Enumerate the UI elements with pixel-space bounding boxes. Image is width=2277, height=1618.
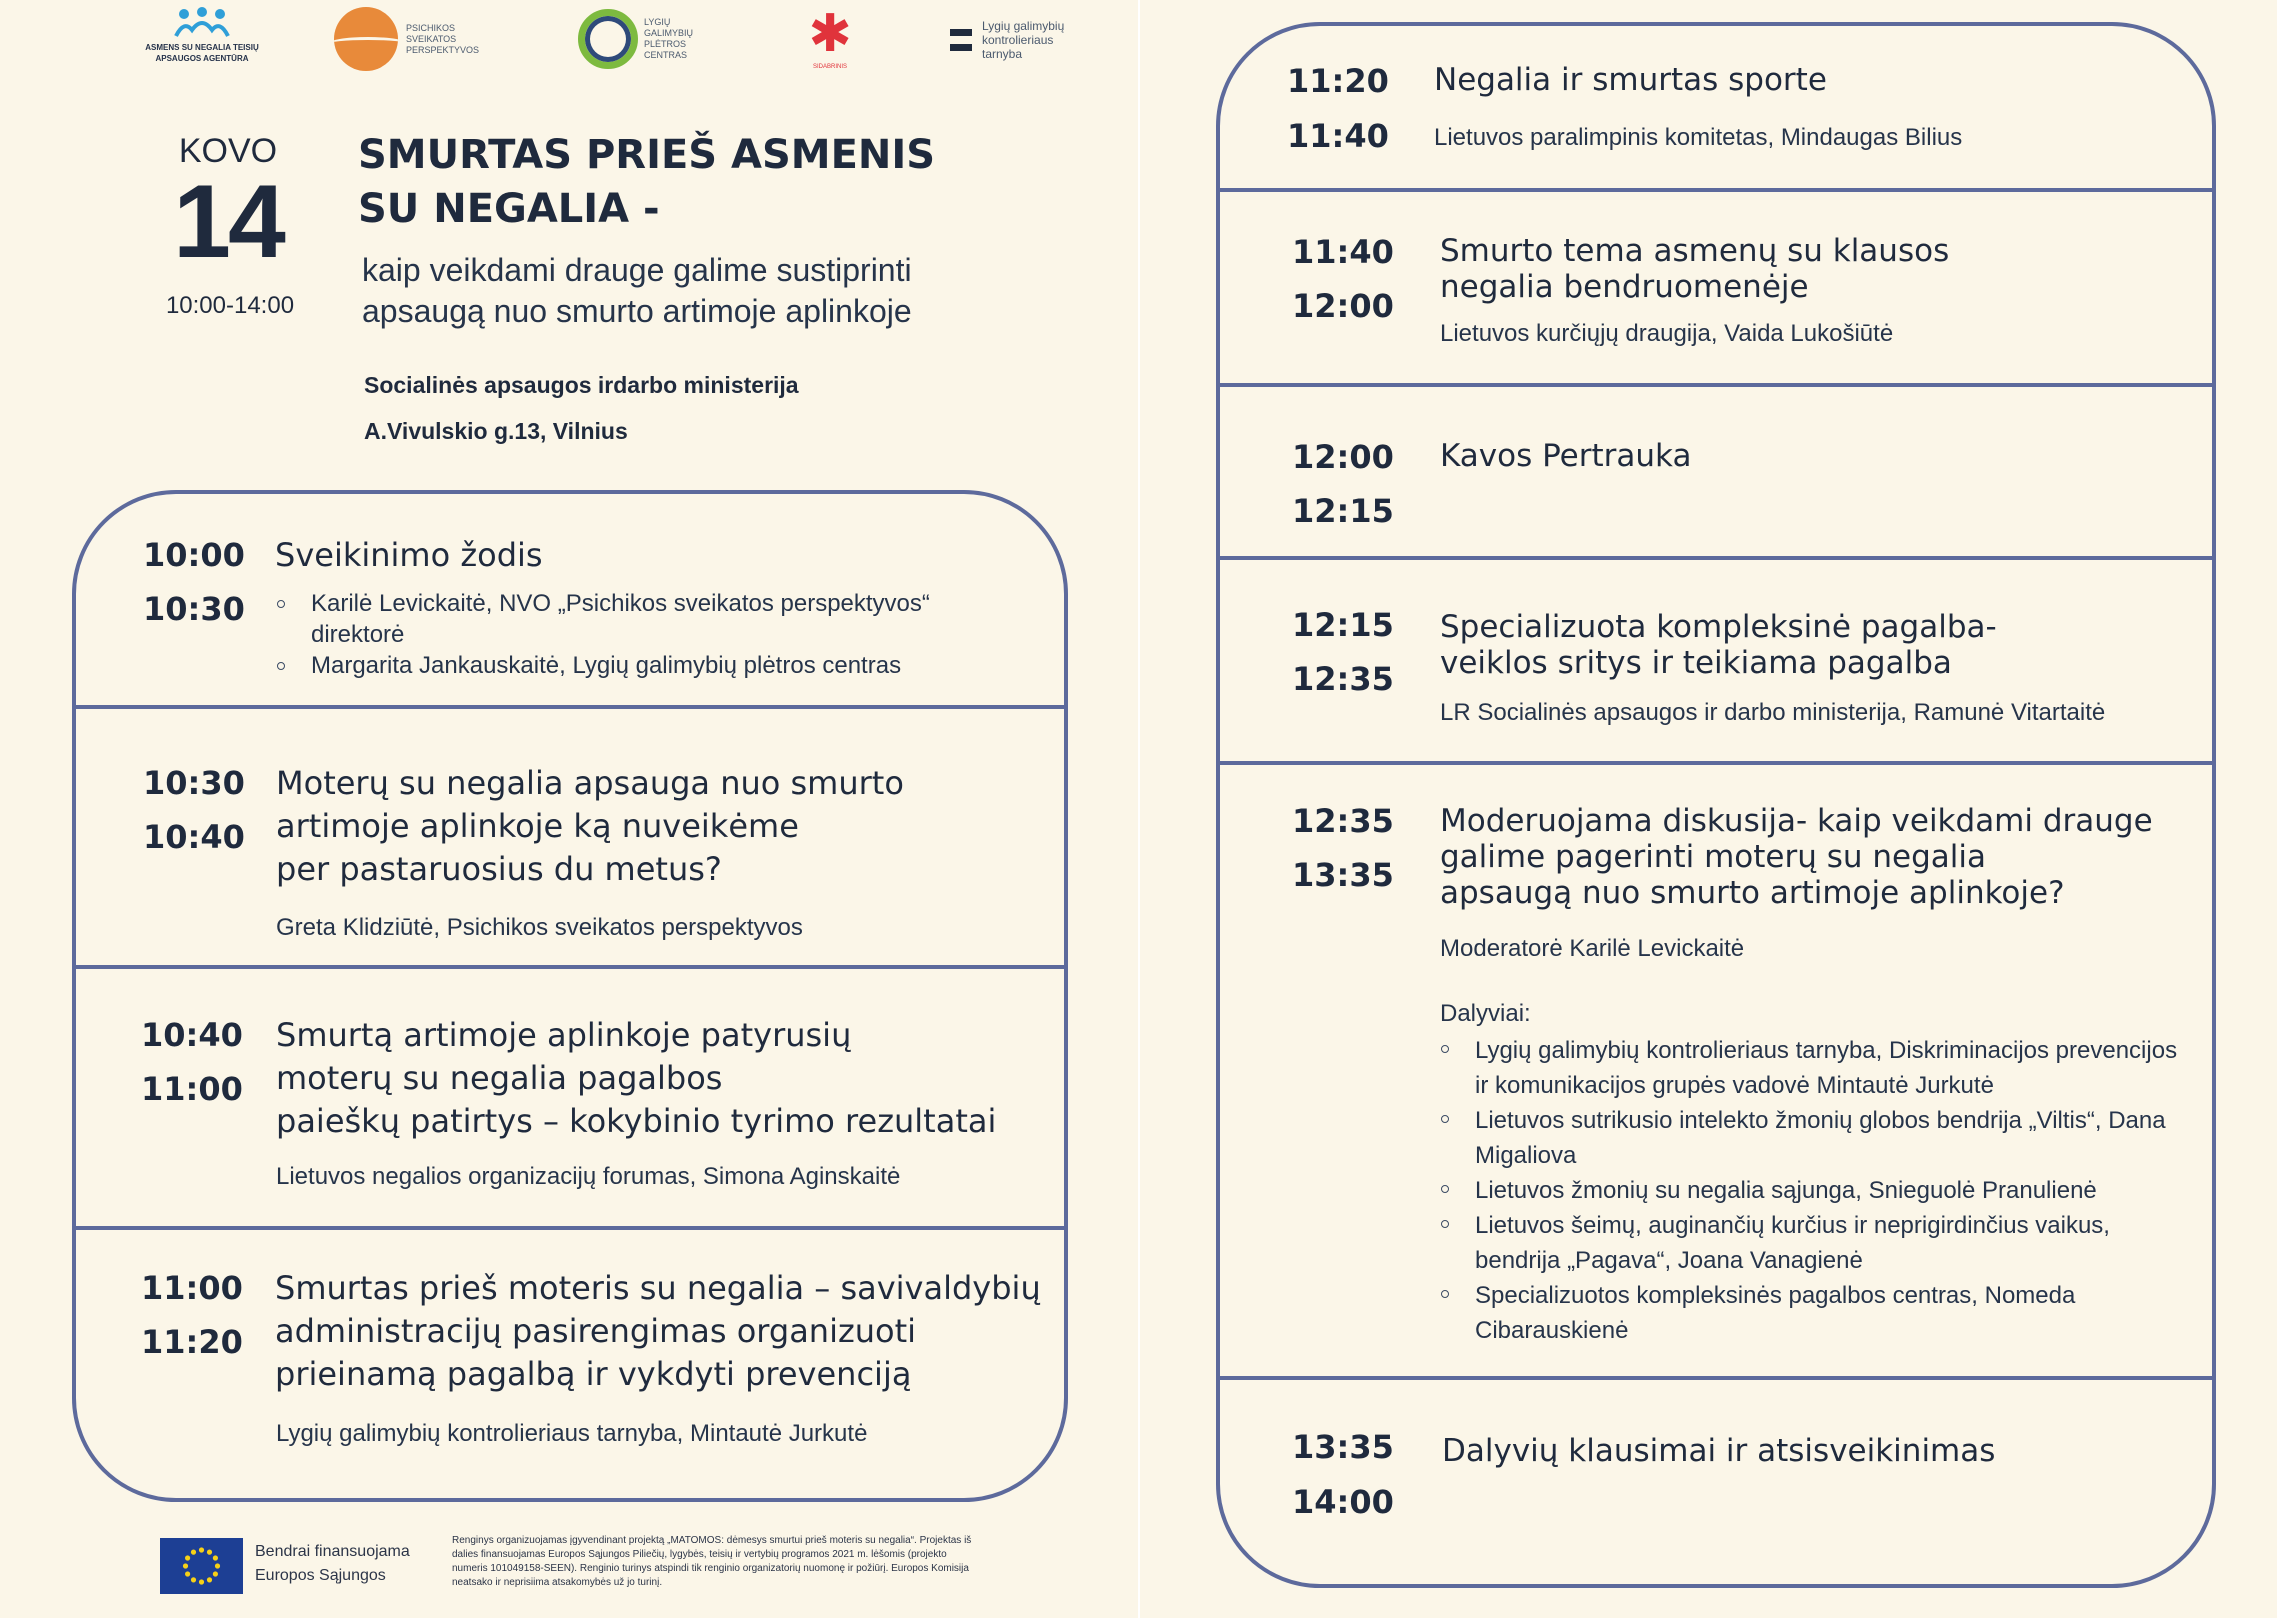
divider	[76, 1226, 1064, 1230]
eu-cofunded-label: Bendrai finansuojama Europos Sąjungos	[255, 1543, 410, 1584]
session-title: Smurtas prieš moteris su negalia – savivaldybių administracijų pasirengimas organizuoti prieinamą pagalbą ir vykdyti prevenciją	[275, 1269, 1041, 1393]
divider	[1220, 761, 2212, 765]
session-speaker: LR Socialinės apsaugos ir darbo ministerija, Ramunė Vitartaitė	[1440, 699, 2106, 726]
participants-label: Dalyviai:	[1440, 1000, 1531, 1027]
star-icon: ✱	[808, 4, 852, 64]
funding-note: Renginys organizuojamas įgyvendinant projektą „MATOMOS: dėmesys smurtui prieš moteris su negalia“. Projektas iš dalies finansuojamas Europos Sąjungos Piliečių, lygybės, teisių ir vertybių programos 2021 m. lėšomis (projekto numeris 101049158-SEEN). Renginio turinys atspindi tik renginio organizatorių nuomonę ir požiūrį. Europos Komisija neatsako ir neprisiima atsakomybės už jo turinį.	[452, 1535, 972, 1588]
session-end: 10:30	[143, 590, 245, 628]
speaker-item: Karilė Levickaitė, NVO „Psichikos sveikatos perspektyvos“ direktorė	[275, 588, 1015, 650]
psichikos-logo-text: PSICHIKOS SVEIKATOS PERSPEKTYVOS	[406, 22, 480, 55]
psichikos-logo	[334, 6, 504, 72]
session-title: Smurtą artimoje aplinkoje patyrusių moterų su negalia pagalbos paieškų patirtys – kokybinio tyrimo rezultatai	[276, 1016, 997, 1140]
speaker-item: Margarita Jankauskaitė, Lygių galimybių plėtros centras	[275, 650, 1015, 681]
participant-item: Lygių galimybių kontrolieriaus tarnyba, Diskriminacijos prevencijos ir komunikacijos grupės vadovė Mintautė Jurkutė	[1439, 1033, 2179, 1103]
eu-flag	[160, 1538, 243, 1594]
session-title: Sveikinimo žodis	[275, 536, 543, 574]
session-moderator: Moderatorė Karilė Levickaitė	[1440, 935, 1745, 962]
sidabrinis-logo	[790, 6, 870, 80]
session-speaker: Lietuvos kurčiųjų draugija, Vaida Lukošiūtė	[1440, 320, 1894, 347]
venue: Socialinės apsaugos irdarbo ministerija	[364, 372, 799, 398]
participant-item: Lietuvos sutrikusio intelekto žmonių globos bendrija „Viltis“, Dana Migaliova	[1439, 1103, 2179, 1173]
session-start: 10:30	[143, 764, 245, 802]
session-start: 10:40	[141, 1016, 243, 1054]
session-speaker: Lietuvos negalios organizacijų forumas, Simona Aginskaitė	[276, 1163, 901, 1190]
date-day: 14	[173, 164, 283, 280]
session-title: Smurto tema asmenų su klausos negalia bendruomenėje	[1440, 233, 1950, 305]
session-start: 10:00	[143, 536, 245, 574]
participant-item: Lietuvos žmonių su negalia sąjunga, Snieguolė Pranulienė	[1439, 1173, 2179, 1208]
session-end: 14:00	[1292, 1483, 1394, 1521]
session-end: 11:40	[1287, 117, 1389, 155]
session-end: 13:35	[1292, 856, 1394, 894]
session-title: Negalia ir smurtas sporte	[1434, 62, 1827, 98]
agency-logo-text: ASMENS SU NEGALIA TEISIŲ APSAUGOS AGENTŪRA	[145, 43, 259, 63]
session-speakers	[275, 588, 1015, 681]
session-end: 11:00	[141, 1070, 243, 1108]
participant-item: Lietuvos šeimų, auginančių kurčius ir neprigirdinčius vaikus, bendrija „Pagava“, Joana Vanagienė	[1439, 1208, 2179, 1278]
session-speaker: Greta Klidziūtė, Psichikos sveikatos perspektyvos	[276, 914, 803, 941]
session-start: 11:00	[141, 1269, 243, 1307]
people-icon	[172, 6, 232, 40]
divider	[1220, 556, 2212, 560]
ring-icon	[578, 9, 638, 69]
session-start: 13:35	[1292, 1428, 1394, 1466]
session-start: 12:35	[1292, 802, 1394, 840]
session-title: Kavos Pertrauka	[1440, 438, 1692, 474]
session-start: 11:40	[1292, 233, 1394, 271]
session-start: 12:00	[1292, 438, 1394, 476]
session-end: 10:40	[143, 818, 245, 856]
session-start: 11:20	[1287, 62, 1389, 100]
equals-icon	[950, 29, 972, 51]
session-title: Specializuota kompleksinė pagalba- veiklos sritys ir teikiama pagalba	[1440, 609, 1997, 681]
eu-stars-icon	[160, 1538, 243, 1594]
session-speaker: Lietuvos paralimpinis komitetas, Mindaugas Bilius	[1434, 124, 1963, 151]
divider	[1220, 1376, 2212, 1380]
address: A.Vivulskio g.13, Vilnius	[364, 418, 628, 444]
orange-circle-icon	[334, 7, 398, 71]
participants-list	[1439, 1033, 2179, 1348]
divider	[1220, 383, 2212, 387]
event-hours: 10:00-14:00	[165, 292, 295, 319]
session-start: 12:15	[1292, 606, 1394, 644]
session-end: 12:35	[1292, 660, 1394, 698]
lgpc-logo-text: LYGIŲ GALIMYBIŲ PLĖTROS CENTRAS	[644, 17, 694, 60]
lgkt-logo	[950, 12, 1100, 68]
divider	[76, 965, 1064, 969]
divider	[76, 705, 1064, 709]
session-title: Moterų su negalia apsauga nuo smurto artimoje aplinkoje ką nuveikėme per pastaruosius du metus?	[276, 764, 904, 888]
agency-logo	[122, 6, 282, 81]
session-end: 11:20	[141, 1323, 243, 1361]
date-month: KOVO	[178, 132, 278, 170]
right-page	[1140, 0, 2277, 1618]
participant-item: Specializuotos kompleksinės pagalbos centras, Nomeda Cibarauskienė	[1439, 1278, 2179, 1348]
session-speaker: Lygių galimybių kontrolieriaus tarnyba, Mintautė Jurkutė	[276, 1420, 868, 1447]
session-end: 12:15	[1292, 492, 1394, 530]
left-page	[0, 0, 1138, 1618]
session-title: Moderuojama diskusija- kaip veikdami drauge galime pagerinti moterų su negalia apsaugą nuo smurto artimoje aplinkoje?	[1440, 803, 2153, 911]
event-subtitle: kaip veikdami drauge galime sustiprinti apsaugą nuo smurto artimoje aplinkoje	[362, 252, 912, 329]
lgpc-logo	[578, 8, 708, 70]
event-title: SMURTAS PRIEŠ ASMENIS SU NEGALIA -	[358, 132, 936, 232]
divider	[1220, 188, 2212, 192]
sidabrinis-logo-text: SIDABRINIS	[812, 64, 847, 70]
session-end: 12:00	[1292, 287, 1394, 325]
lgkt-logo-text: Lygių galimybių kontrolieriaus tarnyba	[982, 19, 1065, 61]
session-title: Dalyvių klausimai ir atsisveikinimas	[1442, 1433, 1996, 1469]
